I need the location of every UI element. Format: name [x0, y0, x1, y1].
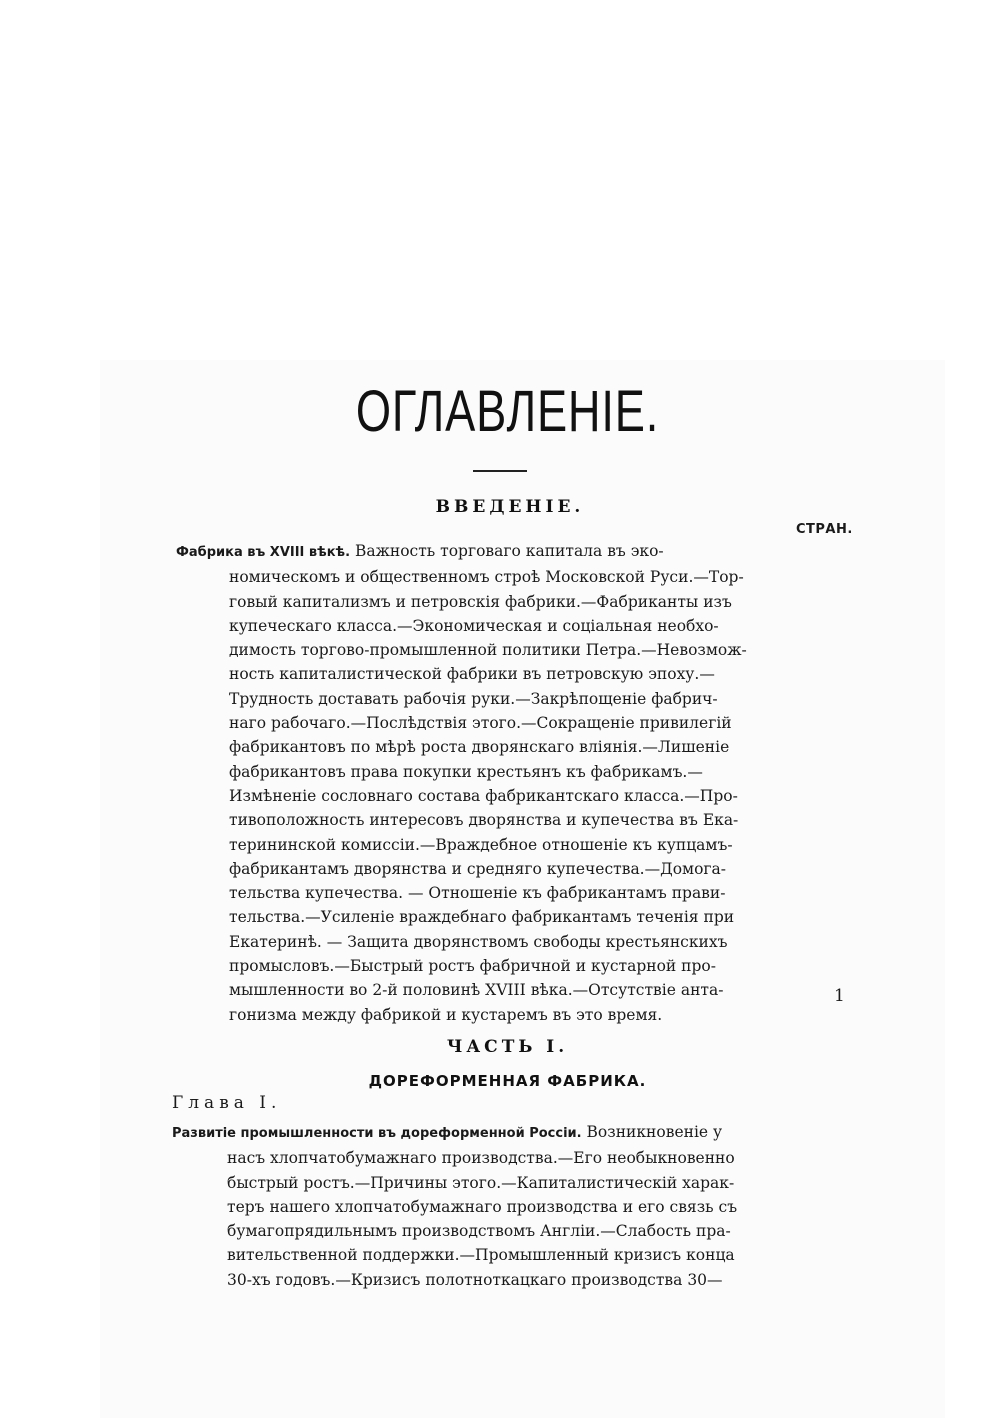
intro-line: номическомъ и общественномъ строѣ Московской Руси.—Тор- — [229, 568, 744, 587]
chapter-entry-lead: Развитіе промышленности въ дореформенной Россіи. — [172, 1126, 582, 1141]
intro-line: ность капиталистической фабрики въ петровскую эпоху.— — [229, 665, 715, 684]
intro-entry-lead: Фабрика въ XVIII вѣкѣ. — [176, 545, 351, 560]
intro-line: тивоположность интересовъ дворянства и купечества въ Ека- — [229, 811, 739, 830]
chapter-first-line — [172, 1120, 737, 1146]
intro-line: терининской комиссіи.—Враждебное отношеніе къ купцамъ- — [229, 835, 733, 854]
chapter-line: бумагопрядильнымъ производствомъ Англіи.—Слабость пра- — [227, 1222, 731, 1241]
intro-line: промысловъ.—Быстрый ростъ фабричной и кустарной про- — [229, 957, 717, 976]
chapter-line: быстрый ростъ.—Причины этого.—Капиталистическій харак- — [227, 1173, 735, 1192]
intro-first-line-text: Важность торговаго капитала въ эко- — [350, 542, 664, 560]
intro-entry — [176, 539, 747, 1027]
intro-line: купеческаго класса.—Экономическая и соціальная необхо- — [229, 616, 719, 635]
intro-line: фабрикантамъ дворянства и средняго купечества.—Домога- — [229, 859, 727, 878]
intro-line: тельства.—Усиленіе враждебнаго фабрикантамъ теченія при — [229, 908, 735, 927]
intro-line: Измѣненіе сословнаго состава фабрикантскаго класса.—Про- — [229, 786, 738, 805]
intro-heading: ВВЕДЕНІЕ. — [435, 497, 585, 517]
intro-page-number: 1 — [834, 986, 845, 1006]
part-heading: ЧАСТЬ I. — [446, 1037, 569, 1057]
chapter-line: теръ нашего хлопчатобумажнаго производства и его связь съ — [227, 1197, 738, 1216]
part-subtitle: ДОРЕФОРМЕННАЯ ФАБРИКА. — [368, 1072, 647, 1090]
intro-line: Трудность доставать рабочія руки.—Закрѣпощеніе фабрич- — [229, 689, 718, 708]
chapter-entry — [172, 1120, 738, 1292]
chapter-line: вительственной поддержки.—Промышленный кризисъ конца — [227, 1246, 735, 1265]
intro-line: гонизма между фабрикой и кустаремъ въ это время. — [229, 1005, 663, 1024]
intro-line: фабрикантовъ по мѣрѣ роста дворянскаго вліянія.—Лишеніе — [229, 738, 730, 757]
page-column-label: СТРАН. — [796, 522, 853, 537]
chapter-line: насъ хлопчатобумажнаго производства.—Его необыкновенно — [227, 1149, 735, 1168]
title-divider — [473, 470, 527, 472]
chapter-line: 30-хъ годовъ.—Кризисъ полотноткацкаго производства 30— — [227, 1270, 723, 1289]
chapter-first-line-text: Возникновеніе у — [581, 1123, 723, 1141]
intro-line: Екатеринѣ. — Защита дворянствомъ свободы крестьянскихъ — [229, 932, 728, 951]
intro-line: мышленности во 2-й половинѣ XVIII вѣка.—Отсутствіе анта- — [229, 981, 724, 1000]
intro-line: димость торгово-промышленной политики Петра.—Невозмож- — [229, 641, 747, 660]
intro-line: фабрикантовъ права покупки крестьянъ къ фабрикамъ.— — [229, 762, 703, 781]
intro-line: наго рабочаго.—Послѣдствія этого.—Сокращеніе привилегій — [229, 714, 732, 733]
page-title: ОГЛАВЛЕНІЕ. — [355, 379, 660, 444]
intro-line: тельства купечества. — Отношеніе къ фабрикантамъ прави- — [229, 884, 726, 903]
intro-first-line — [176, 539, 747, 565]
intro-line: говый капитализмъ и петровскія фабрики.—Фабриканты изъ — [229, 592, 732, 611]
chapter-heading: Глава I. — [172, 1093, 282, 1113]
